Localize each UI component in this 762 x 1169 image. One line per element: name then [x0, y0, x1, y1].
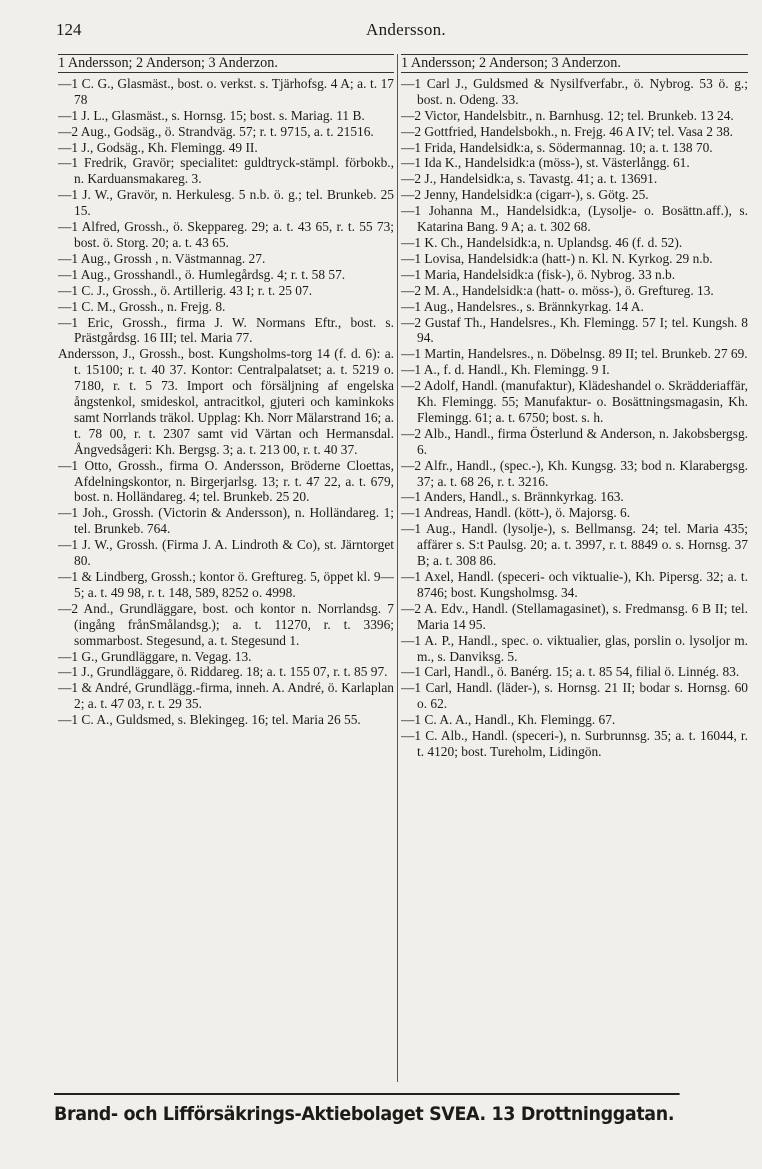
directory-entry: —1 J. W., Grossh. (Firma J. A. Lindroth & Co), st. Järntorget 80. — [58, 537, 394, 569]
directory-entry: —1 J., Grundläggare, ö. Riddareg. 18; a. t. 155 07, r. t. 85 97. — [58, 664, 388, 680]
left-column — [58, 54, 394, 1082]
directory-entry: —2 A. Edv., Handl. (Stellamagasinet), s. Fredmansg. 6 B II; tel. Maria 14 95. — [401, 600, 748, 632]
page-header — [56, 20, 722, 42]
right-column-heading: 1 Andersson; 2 Anderson; 3 Anderzon. — [401, 54, 748, 73]
directory-entry: —1 Aug., Grosshandl., ö. Humlegårdsg. 4; r. t. 58 57. — [58, 266, 346, 282]
column-divider — [397, 54, 398, 1082]
directory-entry: —1 & Lindberg, Grossh.; kontor ö. Greftureg. 5, öppet kl. 9—5; a. t. 49 98, r. t. 148, 589, 8252 o. 4998. — [58, 569, 394, 600]
directory-entry: —2 Aug., Godsäg., ö. Strandväg. 57; r. t. 9715, a. t. 21516. — [58, 123, 374, 139]
footer-advertisement: Brand- och Lifförsäkrings-Aktiebolaget SVEA. 13 Drottninggatan. — [54, 1093, 680, 1133]
directory-entry: —1 Carl, Handl. (läder-), s. Hornsg. 21 II; bodar s. Hornsg. 60 o. 62. — [401, 680, 748, 712]
directory-entry: —1 Johanna M., Handelsidk:a, (Lysolje- o. Bosättn.aff.), s. Katarina Bang. 9 A; a. t. 302 68. — [401, 203, 748, 235]
directory-entry: —1 Fredrik, Gravör; specialitet: guldtryck-stämpl. förbokb., n. Karduansmakareg. 3. — [58, 155, 394, 187]
directory-entry: —2 Alfr., Handl., (spec.-), Kh. Kungsg. 33; bod n. Klarabergsg. 37; a. t. 68 26, r. t. 3216. — [401, 457, 748, 489]
directory-entry: —1 Lovisa, Handelsidk:a (hatt-) n. Kl. N. Kyrkog. 29 n.b. — [401, 250, 713, 266]
left-column-heading: 1 Andersson; 2 Anderson; 3 Anderzon. — [58, 54, 394, 73]
right-column — [401, 54, 748, 1082]
directory-entry: —2 J., Handelsidk:a, s. Tavastg. 41; a. t. 13691. — [401, 171, 658, 187]
directory-entry: —1 C. J., Grossh., ö. Artillerig. 43 I; r. t. 25 07. — [58, 282, 313, 298]
directory-entry: —1 Alfred, Grossh., ö. Skeppareg. 29; a. t. 43 65, r. t. 55 73; bost. ö. Storg. 20; a. t. 43 65. — [58, 219, 394, 250]
directory-entry: —1 G., Grundläggare, n. Vegag. 13. — [58, 648, 252, 664]
directory-entry: —1 Martin, Handelsres., n. Döbelnsg. 89 II; tel. Brunkeb. 27 69. — [401, 346, 748, 362]
page-number: 124 — [56, 20, 82, 39]
directory-entry: —1 Eric, Grossh., firma J. W. Normans Eftr., bost. s. Prästgårdsg. 16 III; tel. Maria 77. — [58, 314, 394, 346]
directory-entry: —1 C. M., Grossh., n. Frejg. 8. — [58, 298, 226, 314]
directory-entry: —1 Carl, Handl., ö. Banérg. 15; a. t. 85 54, filial ö. Linnég. 83. — [401, 664, 740, 680]
directory-entry: —1 J. L., Glasmäst., s. Hornsg. 15; bost. s. Mariag. 11 B. — [58, 107, 365, 123]
directory-entry: —1 Carl J., Guldsmed & Nysilfverfabr., ö. Nybrog. 53 ö. g.; bost. n. Odeng. 33. — [401, 75, 748, 107]
directory-entry: —1 A. P., Handl., spec. o. viktualier, glas, porslin o. lysoljor m. m., s. Danviksg. 5. — [401, 632, 748, 664]
directory-entry: —2 And., Grundläggare, bost. och kontor n. Norrlandsg. 7 (ingång frånSmålandsg.); a. t. 11270, r. t. 3396; sommarbost. Stegesund, a. t. Stegesund 1. — [58, 600, 394, 648]
directory-entry: —1 J., Godsäg., Kh. Flemingg. 49 II. — [58, 139, 258, 155]
directory-entry: —1 Andreas, Handl. (kött-), ö. Majorsg. 6. — [401, 505, 631, 521]
right-entries — [401, 76, 748, 760]
directory-entry: —1 J. W., Gravör, n. Herkulesg. 5 n.b. ö. g.; tel. Brunkeb. 25 15. — [58, 187, 394, 219]
directory-entry: —1 K. Ch., Handelsidk:a, n. Uplandsg. 46 (f. d. 52). — [401, 234, 683, 250]
directory-entry: —1 Aug., Handelsres., s. Brännkyrkag. 14 A. — [401, 298, 644, 314]
directory-entry: —2 Jenny, Handelsidk:a (cigarr-), s. Götg. 25. — [401, 187, 649, 203]
directory-entry: —1 Ida K., Handelsidk:a (möss-), st. Västerlångg. 61. — [401, 155, 690, 171]
running-title: Andersson. — [366, 20, 446, 39]
directory-entry: —1 Aug., Grossh , n. Västmannag. 27. — [58, 250, 266, 266]
directory-entry: —2 Alb., Handl., firma Österlund & Anderson, n. Jakobsbergsg. 6. — [401, 425, 748, 457]
directory-entry: —1 Aug., Handl. (lysolje-), s. Bellmansg. 24; tel. Maria 435; affärer s. S:t Paulsg. 20; a. t. 3997, r. t. 8849 o. s. Hornsg. 37 B; a. t. 308 86. — [401, 521, 748, 569]
directory-entry: —1 Joh., Grossh. (Victorin & Andersson), n. Holländareg. 1; tel. Brunkeb. 764. — [58, 505, 394, 537]
directory-entry: —1 C. Alb., Handl. (speceri-), n. Surbrunnsg. 35; a. t. 16044, r. t. 4120; bost. Tureholm, Lidingön. — [401, 728, 748, 759]
directory-entry: —1 Anders, Handl., s. Brännkyrkag. 163. — [401, 489, 624, 505]
directory-entry: —2 Gustaf Th., Handelsres., Kh. Flemingg. 57 I; tel. Kungsh. 8 94. — [401, 314, 748, 346]
directory-entry: —1 C. A. A., Handl., Kh. Flemingg. 67. — [401, 712, 616, 728]
directory-entry: —2 Gottfried, Handelsbokh., n. Frejg. 46 A IV; tel. Vasa 2 38. — [401, 123, 733, 139]
left-entries — [58, 76, 394, 728]
directory-entry: —1 Frida, Handelsidk:a, s. Södermannag. 10; a. t. 138 70. — [401, 139, 713, 155]
directory-entry: —1 C. A., Guldsmed, s. Blekingeg. 16; tel. Maria 26 55. — [58, 712, 361, 728]
directory-entry: —2 M. A., Handelsidk:a (hatt- o. möss-), ö. Greftureg. 13. — [401, 282, 714, 298]
directory-entry: —1 A., f. d. Handl., Kh. Flemingg. 9 I. — [401, 362, 610, 378]
directory-entry: —2 Adolf, Handl. (manufaktur), Klädeshandel o. Skrädderiaffär, Kh. Flemingg. 55; Manufaktur- o. Bosättningsmagasin, Kh. Flemingg. 61; a. t. 6750; bost. s. h. — [401, 378, 748, 425]
directory-entry: Andersson, J., Grossh., bost. Kungsholms-torg 14 (f. d. 6): a. t. 15100; r. t. 40 37. Kontor: Centralpalatset; a. t. 5219 o. 7180, r. t. 5 73. Import och försäljning af engelska ångstenkol, smideskol, antracitkol, gjuteri och kaminkoks samt Norrlands träkol. Upplag: Kh. Norr Mälarstrand 16; a. t. 78 00, r. t. 2307 samt vid Värtan och Hermansdal. Ångvedsågeri: Kh. Bergsg. 3; a. t. 213 00, r. t. 40 37. — [58, 346, 394, 457]
directory-entry: —1 Otto, Grossh., firma O. Andersson, Bröderne Cloettas, Afdelningskontor, n. Birgerjarlsg. 13; r. t. 47 22, a. t. 679, bost. n. Holländareg. 4; tel. Brunkeb. 25 20. — [58, 457, 394, 505]
directory-entry: —1 C. G., Glasmäst., bost. o. verkst. s. Tjärhofsg. 4 A; a. t. 17 78 — [58, 75, 394, 107]
directory-entry: —1 & André, Grundlägg.-firma, inneh. A. André, ö. Karlaplan 2; a. t. 47 03, r. t. 29 35. — [58, 680, 394, 712]
directory-entry: —2 Victor, Handelsbitr., n. Barnhusg. 12; tel. Brunkeb. 13 24. — [401, 107, 734, 123]
columns — [58, 54, 748, 1082]
directory-entry: —1 Axel, Handl. (speceri- och viktualie-), Kh. Pipersg. 32; a. t. 8746; bost. Kungsholmsg. 34. — [401, 569, 748, 600]
directory-entry: —1 Maria, Handelsidk:a (fisk-), ö. Nybrog. 33 n.b. — [401, 266, 676, 282]
